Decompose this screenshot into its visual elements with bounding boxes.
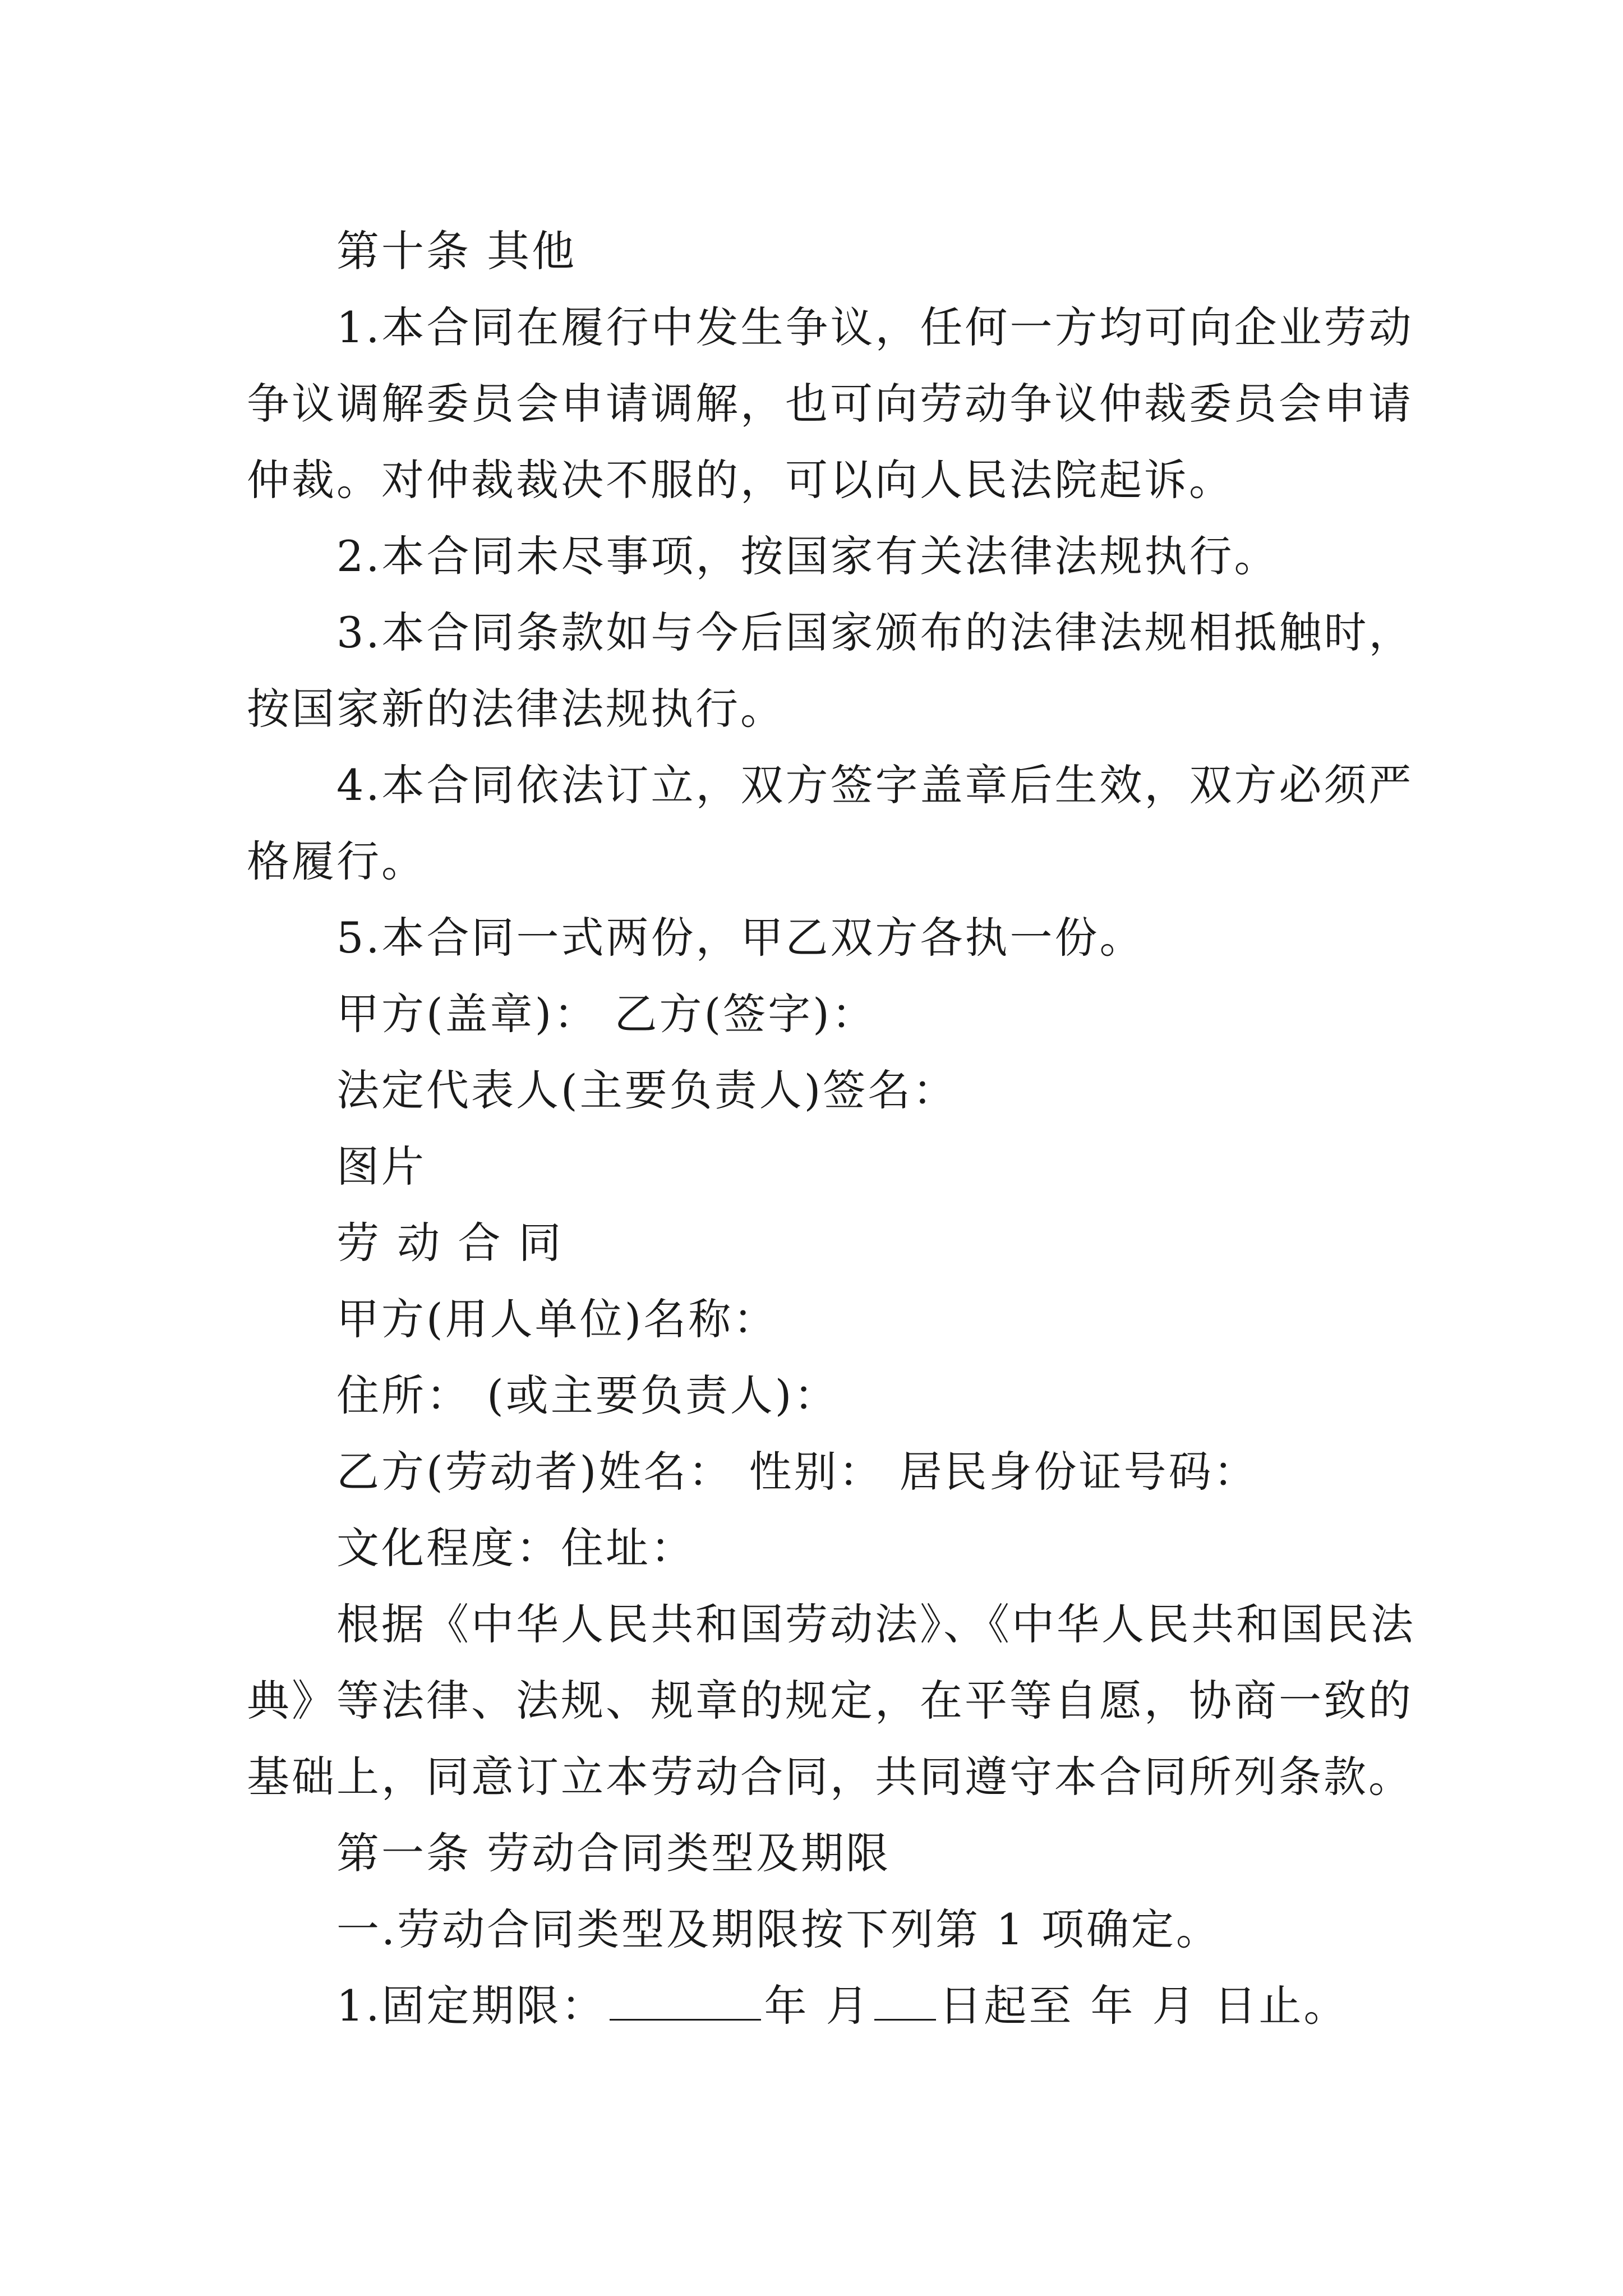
fixed-term-label: 1.固定期限： (336, 1981, 606, 2031)
image-placeholder-text: 图片 (336, 1142, 426, 1191)
end-year-unit: 年 (1090, 1981, 1136, 2031)
clause-1-line-3: 仲裁。对仲裁裁决不服的，可以向人民法院起诉。 (247, 455, 1234, 505)
start-year-blank (610, 1980, 761, 2021)
party-a-name: 甲方(用人单位)名称： (336, 1294, 778, 1344)
clause-1-line-2: 争议调解委员会申请调解，也可向劳动争议仲裁委员会申请 (247, 379, 1413, 429)
party-b-info: 乙方(劳动者)姓名： 性别： 居民身份证号码： (336, 1447, 1258, 1497)
start-year-unit: 年 (764, 1981, 809, 2031)
clause-4-line-1: 4.本合同依法订立，双方签字盖章后生效，双方必须严 (336, 760, 1414, 810)
end-month-unit: 月 (1152, 1981, 1197, 2031)
clause-1-line-1: 1.本合同在履行中发生争议，任何一方均可向企业劳动 (336, 302, 1414, 352)
start-day-blank (874, 1980, 936, 2021)
fixed-term-line (247, 1968, 1402, 2044)
article-1-item-1: 一.劳动合同类型及期限按下列第 1 项确定。 (336, 1904, 1221, 1954)
article-10-heading: 第十条 其他 (336, 226, 577, 276)
legal-representative-signature: 法定代表人(主要负责人)签名： (336, 1065, 958, 1115)
party-a-address: 住所： (或主要负责人)： (336, 1370, 839, 1420)
start-day-unit: 日起至 (939, 1981, 1074, 2031)
party-b-education-address: 文化程度：住址： (336, 1523, 695, 1573)
start-month-unit: 月 (826, 1981, 871, 2031)
clause-5: 5.本合同一式两份，甲乙双方各执一份。 (336, 913, 1145, 963)
clause-3-line-2: 按国家新的法律法规执行。 (247, 684, 785, 734)
contract-title: 劳 动 合 同 (336, 1218, 564, 1268)
clause-2: 2.本合同未尽事项，按国家有关法律法规执行。 (336, 531, 1279, 581)
article-1-heading: 第一条 劳动合同类型及期限 (336, 1828, 891, 1878)
preamble-line-3: 基础上，同意订立本劳动合同，共同遵守本合同所列条款。 (247, 1752, 1413, 1802)
clause-3-line-1: 3.本合同条款如与今后国家颁布的法律法规相抵触时， (336, 608, 1414, 657)
document-body (247, 213, 1415, 2044)
signature-parties: 甲方(盖章)： 乙方(签字)： (336, 989, 877, 1039)
clause-4-line-2: 格履行。 (247, 836, 426, 886)
preamble-line-1: 根据《中华人民共和国劳动法》、《中华人民共和国民法 (336, 1599, 1415, 1649)
preamble-line-2: 典》等法律、法规、规章的规定，在平等自愿，协商一致的 (247, 1676, 1413, 1726)
end-day-unit: 日止。 (1214, 1981, 1349, 2031)
